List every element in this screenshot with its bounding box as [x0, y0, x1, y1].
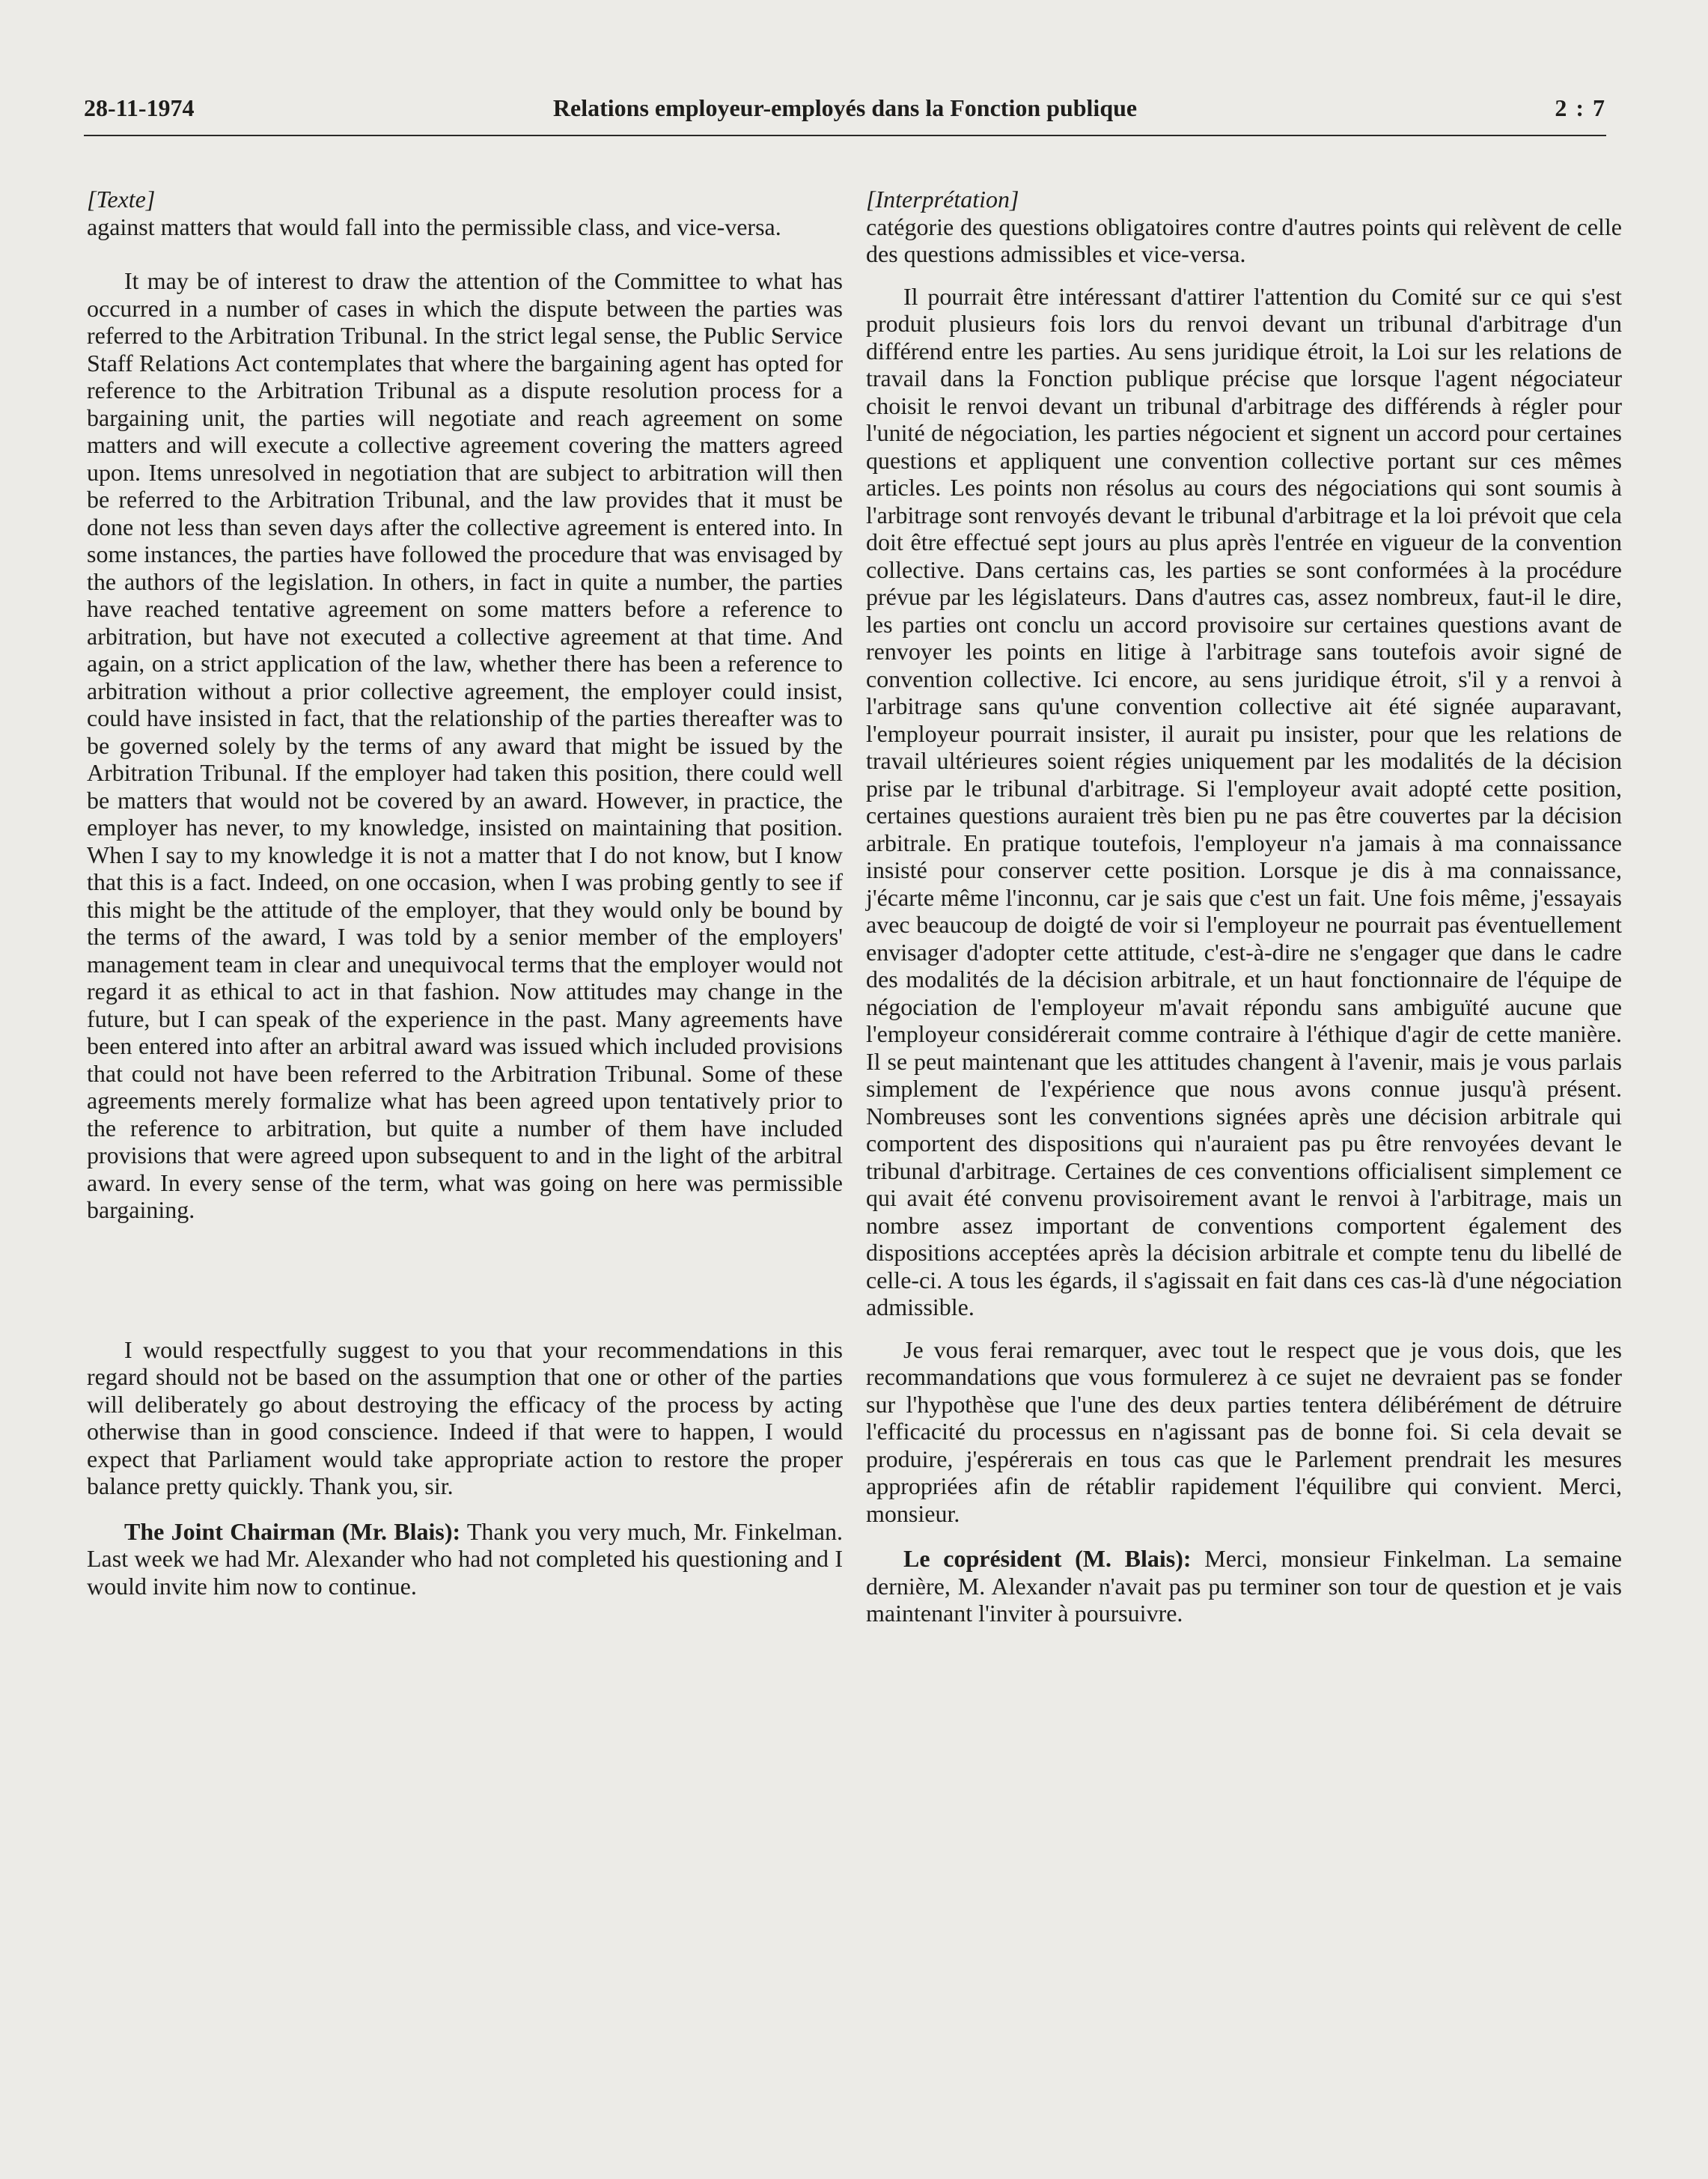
paragraph-chairman	[866, 1545, 1622, 1627]
header-rule	[84, 135, 1606, 136]
paragraph-continuation: catégorie des questions obligatoires contre d'autres points qui relèvent de celle des questions admissibles et vice-versa.	[866, 213, 1622, 267]
header-title: Relations employeur-employés dans la Fonction publique	[552, 94, 1138, 121]
paragraph-recommendation: Je vous ferai remarquer, avec tout le respect que je vous dois, que les recommandations que vous formulerez à ce sujet ne devraient pas se fonder sur l'hypothèse que l'une des deux parties tentera délibérément de détruire l'efficacité du processus en n'agissant pas de bonne foi. Si cela devait se produire, j'espérerais en tous cas que le Parlement prendrait les mesures appropriées afin de rétablir rapidement l'équilibre qui convient. Merci, monsieur.	[866, 1335, 1622, 1527]
speaker-name: Le coprésident (M. Blais):	[903, 1545, 1192, 1572]
header-date: 28-11-1974	[84, 94, 195, 121]
speaker-remarks: Thank you very much, Mr. Finkelman. Last week we had Mr. Alexander who had not completed his questioning and I would invite him now to continue.	[87, 1517, 843, 1600]
text-label: [Texte]	[87, 186, 156, 213]
paragraph-recommendation: I would respectfully suggest to you that your recommendations in this regard should not be based on the assumption that one or other of the parties will deliberately go about destroying the efficacy of the process by acting otherwise than in good conscience. Indeed if that were to happen, I would expect that Parliament would take appropriate action to restore the proper balance pretty quickly. Thank you, sir.	[87, 1335, 843, 1499]
page-number: 2 : 7	[1555, 94, 1606, 121]
paragraph-arbitration: It may be of interest to draw the attention of the Committee to what has occurred in a number of cases in which the dispute between the parties was referred to the Arbitration Tribunal. In the strict legal sense, the Public Service Staff Relations Act contemplates that where the bargaining agent has opted for reference to the Arbitration Tribunal as a dispute resolution process for a bargaining unit, the parties will negotiate and reach agreement on some matters and will execute a collective agreement covering the matters agreed upon. Items unresolved in negotiation that are subject to arbitration will then be referred to the Arbitration Tribunal, and the law provides that it must be done not less than seven days after the collective agreement is entered into. In some instances, the parties have followed the procedure that was envisaged by the authors of the legislation. In others, in fact in quite a number, the parties have reached tentative agreement on some matters before a reference to arbitration, but have not executed a collective agreement at that time. And again, on a strict application of the law, whether there has been a reference to arbitration without a prior collective agreement, the employer could insist, could have insisted in fact, that the relationship of the parties thereafter was to be governed solely by the terms of any award that might be issued by the Arbitration Tribunal. If the employer had taken this position, there could well be matters that would not be covered by an award. However, in practice, the employer has never, to my knowledge, insisted on maintaining that position. When I say to my knowledge it is not a matter that I do not know, but I know that this is a fact. Indeed, on one occasion, when I was probing gently to see if this might be the attitude of the employer, that they would only be bound by the terms of the award, I was told by a senior member of the employers' management team in clear and unequivocal terms that the employer would not regard it as ethical to act in that fashion. Now attitudes may change in the future, but I can speak of the experience in the past. Many agreements have been entered into after an arbitral award was issued which included provisions that could not have been referred to the Arbitration Tribunal. Some of these agreements merely formalize what has been agreed upon tentatively prior to the reference to arbitration, but quite a number of them have included provisions that were agreed upon subsequent to and in the light of the arbitral award. In every sense of the term, what was going on here was permissible bargaining.	[87, 267, 843, 1223]
paragraph-chairman	[87, 1518, 843, 1600]
paragraph-continuation: against matters that would fall into the permissible class, and vice-versa.	[87, 213, 781, 240]
speaker-remarks: Merci, monsieur Finkelman. La semaine dernière, M. Alexander n'avait pas pu terminer son tour de question et je vais maintenant l'inviter à poursuivre.	[866, 1545, 1623, 1627]
speaker-name: The Joint Chairman (Mr. Blais):	[124, 1517, 461, 1545]
english-column	[87, 186, 843, 1600]
french-column	[866, 186, 1622, 1627]
paragraph-arbitration: Il pourrait être intéressant d'attirer l'attention du Comité sur ce qui s'est produit plusieurs fois lors du renvoi devant un tribunal d'arbitrage d'un différend entre les parties. Au sens juridique étroit, la Loi sur les relations de travail dans la Fonction publique précise que lorsque l'agent négociateur choisit le renvoi devant un tribunal d'arbitrage des différends à régler pour l'unité de négociation, les parties négocient et signent un accord pour certaines questions et appliquent une convention collective portant sur ces mêmes articles. Les points non résolus au cours des négociations qui sont soumis à l'arbitrage sont renvoyés devant le tribunal d'arbitrage et la loi prévoit que cela doit être effectué sept jours au plus après l'entrée en vigueur de la convention collective. Dans certains cas, les parties se sont conformées à la procédure prévue par les législateurs. Dans d'autres cas, assez nombreux, faut-il le dire, les parties ont conclu un accord provisoire sur certaines questions avant de renvoyer les points en litige à l'arbitrage sans toutefois avoir signé de convention collective. Ici encore, au sens juridique étroit, s'il y a renvoi à l'arbitrage sans qu'une convention collective ait été signée auparavant, l'employeur pourrait insister, il aurait pu insister, pour que les relations de travail ultérieures soient régies uniquement par les modalités de la décision prise par le tribunal d'arbitrage. Si l'employeur avait adopté cette position, certaines questions auraient très bien pu ne pas être couvertes par la décision arbitrale. En pratique toutefois, l'employeur n'a jamais à ma connaissance insisté pour conserver cette position. Lorsque je dis à ma connaissance, j'écarte même l'inconnu, car je sais que c'est un fait. Une fois même, j'essayais avec beaucoup de doigté de voir si l'employeur ne pourrait pas éventuellement envisager d'adopter cette attitude, c'est-à-dire ne s'engager que dans le cadre des modalités de la décision arbitrale, et un haut fonctionnaire de l'équipe de négociation de l'employeur m'avait répondu sans ambiguïté aucune que l'employeur considérerait comme contraire à l'éthique d'agir de cette manière. Il se peut maintenant que les attitudes changent à l'avenir, mais je vous parlais simplement de l'expérience que nous avons connue jusqu'à présent. Nombreuses sont les conventions signées après une décision arbitrale qui comportent des dispositions qui n'auraient pas pu être renvoyées devant le tribunal d'arbitrage. Certaines de ces conventions officialisent simplement ce qui avait été convenu provisoirement avant le renvoi à l'arbitrage, mais un nombre assez important de conventions comportent également des dispositions acceptées après la décision arbitrale et compte tenu du libellé de celle-ci. A tous les égards, il s'agissait en fait dans ces cas-là d'une négociation admissible.	[866, 282, 1622, 1320]
interpretation-label: [Interprétation]	[866, 186, 1019, 213]
